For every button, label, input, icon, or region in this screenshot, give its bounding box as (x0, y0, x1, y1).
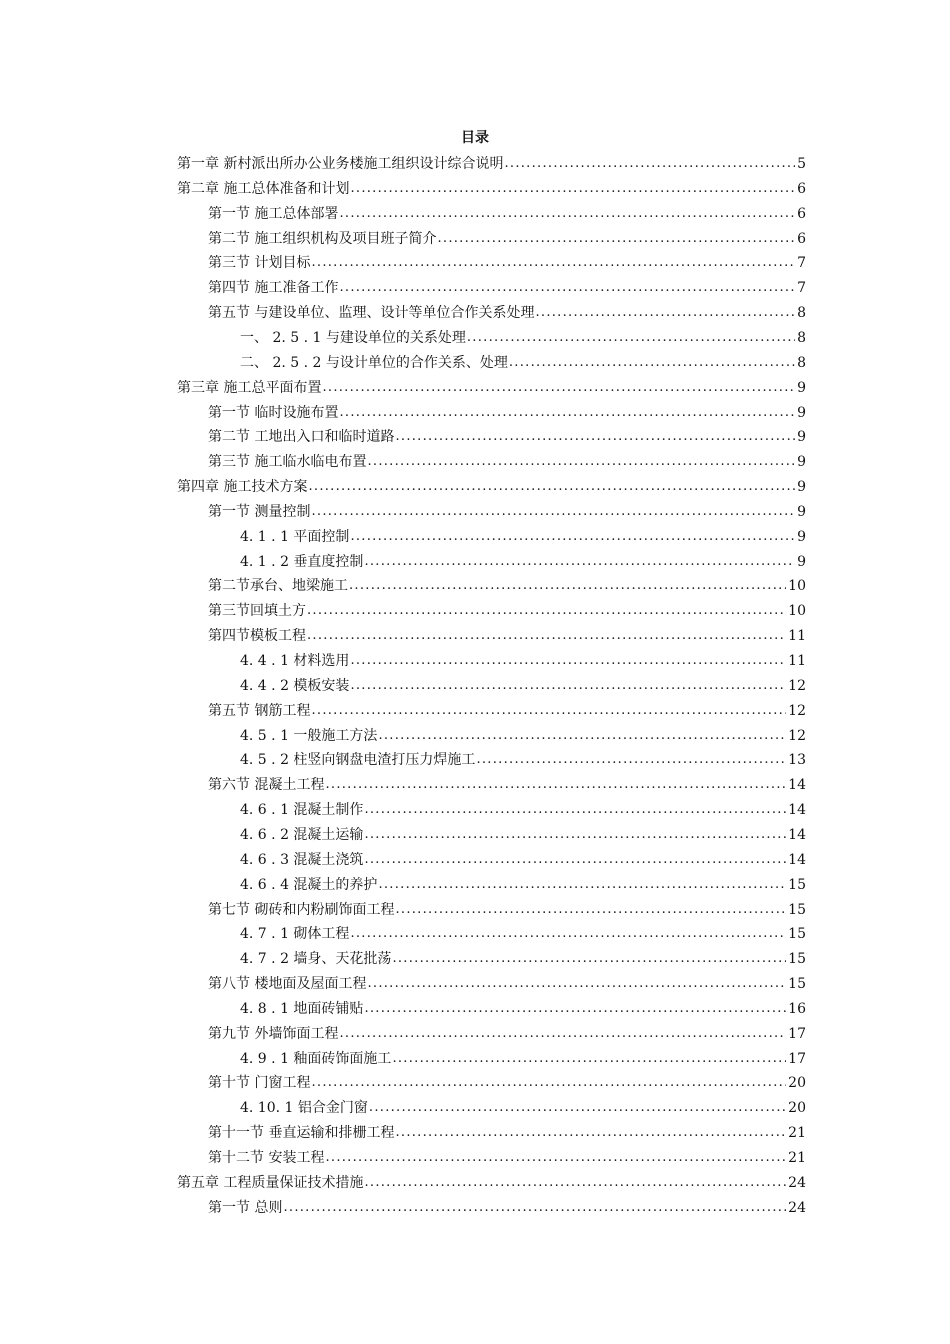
toc-page-number: 11 (788, 628, 806, 645)
toc-entry[interactable] (240, 647, 806, 671)
toc-entry[interactable] (208, 249, 806, 273)
toc-entry-text: 第三节 计划目标 (208, 255, 311, 272)
toc-dot-leader (350, 676, 786, 696)
toc-page-number: 15 (788, 901, 806, 918)
toc-entry[interactable] (208, 299, 806, 323)
toc-page-number: 14 (788, 826, 806, 843)
toc-entry[interactable] (208, 896, 806, 920)
toc-dot-leader (325, 1148, 786, 1168)
toc-dot-leader (283, 1198, 786, 1218)
toc-page-number: 14 (788, 777, 806, 794)
toc-entry-text: 4. 5 . 2 柱竖向钢盘电渣打压力焊施工 (240, 752, 476, 769)
toc-entry-text: 第一章 新村派出所办公业务楼施工组织设计综合说明 (177, 156, 504, 172)
toc-page-number: 8 (797, 354, 806, 371)
toc-entry-text: 第五节 与建设单位、监理、设计等单位合作关系处理 (208, 305, 535, 322)
toc-page-number: 9 (797, 528, 806, 545)
toc-page-number: 9 (797, 454, 806, 471)
toc-entry-text: 4. 7 . 1 砌体工程 (240, 926, 350, 943)
toc-dot-leader (350, 179, 795, 199)
toc-entry[interactable] (240, 746, 806, 770)
toc-entry[interactable] (240, 846, 806, 870)
toc-page-number: 9 (797, 404, 806, 421)
toc-page-number: 15 (788, 876, 806, 893)
toc-entry[interactable] (177, 1169, 806, 1193)
toc-entry-text: 4. 6 . 4 混凝土的养护 (240, 876, 378, 893)
toc-page-number: 14 (788, 802, 806, 819)
toc-entry-text: 第二节 施工组织机构及项目班子简介 (208, 230, 437, 247)
toc-page-number: 7 (797, 255, 806, 272)
toc-entry-text: 4. 4 . 2 模板安装 (240, 677, 350, 694)
toc-dot-leader (311, 253, 795, 273)
toc-entry-text: 第四节模板工程 (208, 628, 306, 645)
toc-dot-leader (437, 229, 795, 249)
toc-entry[interactable] (208, 225, 806, 249)
toc-dot-leader (364, 1173, 786, 1193)
toc-entry[interactable] (208, 597, 806, 621)
toc-entry-text: 第二节 工地出入口和临时道路 (208, 429, 395, 446)
toc-dot-leader (339, 1024, 786, 1044)
toc-page-number: 17 (788, 1025, 806, 1042)
toc-entry-text: 一、 2. 5 . 1 与建设单位的关系处理 (240, 329, 466, 346)
toc-entry-text: 4. 6 . 3 混凝土浇筑 (240, 851, 364, 868)
toc-entry-text: 第五节 钢筋工程 (208, 702, 311, 719)
toc-entry-text: 4. 6 . 2 混凝土运输 (240, 826, 364, 843)
toc-page-number: 13 (788, 752, 806, 769)
toc-page-number: 24 (788, 1199, 806, 1216)
toc-entry-text: 第一节 施工总体部署 (208, 205, 339, 222)
toc-entry[interactable] (208, 1144, 806, 1168)
toc-page-number: 9 (797, 479, 806, 496)
toc-entry-text: 第十节 门窗工程 (208, 1075, 311, 1092)
toc-page-number: 10 (788, 603, 806, 620)
toc-entry-text: 第二章 施工总体准备和计划 (177, 180, 350, 197)
toc-dot-leader (535, 303, 795, 323)
toc-page-number: 20 (788, 1075, 806, 1092)
toc-dot-leader (339, 403, 795, 423)
toc-entry-text: 第一节 总则 (208, 1199, 283, 1216)
toc-dot-leader (350, 924, 786, 944)
toc-entry-text: 第四章 施工技术方案 (177, 479, 308, 496)
toc-page-number: 6 (797, 180, 806, 197)
toc-page-number: 20 (788, 1100, 806, 1117)
toc-entry[interactable] (208, 1069, 806, 1093)
toc-dot-leader (339, 278, 795, 298)
toc-entry-text: 第十一节 垂直运输和排栅工程 (208, 1125, 395, 1142)
toc-entry-text: 第十二节 安装工程 (208, 1150, 325, 1166)
toc-entry[interactable] (240, 920, 806, 944)
toc-dot-leader (307, 626, 786, 646)
toc-entry[interactable] (240, 349, 806, 373)
toc-page-number: 15 (788, 926, 806, 943)
toc-entry[interactable] (208, 1020, 806, 1044)
toc-entry[interactable] (208, 771, 806, 795)
toc-page-number: 15 (788, 951, 806, 968)
toc-entry[interactable] (240, 821, 806, 845)
toc-dot-leader (364, 850, 786, 870)
toc-page-number: 8 (797, 305, 806, 322)
toc-dot-leader (364, 800, 786, 820)
toc-entry[interactable] (240, 796, 806, 820)
toc-dot-leader (395, 900, 786, 920)
toc-page-number: 6 (797, 205, 806, 222)
toc-page-number: 5 (797, 156, 806, 172)
toc-dot-leader (325, 775, 786, 795)
toc-entry-text: 第六节 混凝土工程 (208, 777, 325, 794)
toc-entry-text: 第三节回填土方 (208, 603, 306, 620)
toc-dot-leader (311, 701, 786, 721)
toc-dot-leader (364, 999, 786, 1019)
toc-page-number: 6 (797, 230, 806, 247)
toc-dot-leader (369, 1098, 786, 1118)
toc-dot-leader (349, 576, 786, 596)
toc-page-number: 14 (788, 851, 806, 868)
toc-entry-text: 第三章 施工总平面布置 (177, 379, 322, 396)
toc-entry-text: 4. 9 . 1 釉面砖饰面施工 (240, 1050, 392, 1067)
toc-entry-text: 4. 7 . 2 墙身、天花批荡 (240, 951, 392, 968)
toc-entry-text: 第四节 施工准备工作 (208, 280, 339, 297)
toc-dot-leader (392, 1049, 786, 1069)
toc-entry[interactable] (208, 1194, 806, 1218)
toc-dot-leader (395, 1123, 786, 1143)
toc-entry-text: 第三节 施工临水临电布置 (208, 454, 367, 471)
toc-entry[interactable] (208, 697, 806, 721)
toc-entry-text: 第一节 临时设施布置 (208, 404, 339, 421)
toc-entry[interactable] (240, 1094, 806, 1118)
toc-dot-leader (367, 452, 795, 472)
toc-page-number: 7 (797, 280, 806, 297)
toc-entry-text: 第一节 测量控制 (208, 503, 311, 520)
toc-entry[interactable] (240, 324, 806, 348)
toc-dot-leader (509, 353, 795, 373)
toc-entry[interactable] (208, 572, 806, 596)
toc-dot-leader (476, 750, 786, 770)
toc-entry[interactable] (208, 622, 806, 646)
toc-dot-leader (311, 502, 795, 522)
toc-page-number: 8 (797, 329, 806, 346)
toc-dot-leader (504, 154, 795, 174)
toc-page-number: 9 (797, 553, 806, 570)
toc-entry[interactable] (240, 871, 806, 895)
toc-entry-text: 4. 4 . 1 材料选用 (240, 653, 350, 669)
toc-entry[interactable] (177, 374, 806, 398)
toc-dot-leader (308, 477, 795, 497)
toc-entry-text: 4. 6 . 1 混凝土制作 (240, 802, 364, 819)
toc-dot-leader (392, 949, 786, 969)
toc-page-number: 24 (788, 1174, 806, 1191)
toc-entry[interactable] (240, 995, 806, 1019)
toc-entry[interactable] (177, 473, 806, 497)
toc-page-number: 21 (788, 1125, 806, 1142)
toc-entry[interactable] (240, 722, 806, 746)
toc-page-number: 15 (788, 976, 806, 993)
toc-dot-leader (307, 601, 786, 621)
toc-entry-text: 第七节 砌砖和内粉刷饰面工程 (208, 901, 395, 918)
toc-page-number: 11 (788, 653, 806, 669)
toc-page-number: 12 (788, 727, 806, 744)
toc-entry[interactable] (177, 175, 806, 199)
toc-entry[interactable] (240, 1045, 806, 1069)
toc-entry[interactable] (208, 1119, 806, 1143)
toc-entry-text: 4. 1 . 2 垂直度控制 (240, 553, 364, 570)
toc-page-number: 12 (788, 677, 806, 694)
toc-entry-text: 二、 2. 5 . 2 与设计单位的合作关系、处理 (240, 354, 508, 371)
toc-dot-leader (350, 527, 795, 547)
toc-dot-leader (364, 825, 786, 845)
toc-dot-leader (378, 726, 786, 746)
toc-entry-text: 第二节承台、地梁施工 (208, 578, 348, 595)
toc-dot-leader (367, 974, 786, 994)
toc-dot-leader (311, 1073, 786, 1093)
toc-page-number: 9 (797, 379, 806, 396)
toc-entry[interactable] (240, 548, 806, 572)
toc-entry-text: 4. 10. 1 铝合金门窗 (240, 1100, 368, 1117)
toc-dot-leader (339, 204, 795, 224)
toc-entry-text: 4. 8 . 1 地面砖铺贴 (240, 1000, 364, 1017)
toc-entry[interactable] (240, 523, 806, 547)
toc-entry-text: 4. 1 . 1 平面控制 (240, 528, 350, 545)
toc-dot-leader (467, 328, 795, 348)
toc-entry[interactable] (208, 423, 806, 447)
toc-dot-leader (364, 552, 795, 572)
toc-dot-leader (322, 378, 795, 398)
toc-page-number: 9 (797, 503, 806, 520)
toc-entry[interactable] (208, 399, 806, 423)
toc-dot-leader (350, 651, 786, 671)
toc-title: 目录 (461, 130, 489, 146)
toc-entry[interactable] (208, 498, 806, 522)
toc-entry[interactable] (208, 448, 806, 472)
toc-page-number: 12 (788, 702, 806, 719)
toc-page-number: 16 (788, 1000, 806, 1017)
toc-entry-text: 第五章 工程质量保证技术措施 (177, 1174, 364, 1191)
toc-dot-leader (378, 875, 786, 895)
toc-page-number: 17 (788, 1050, 806, 1067)
toc-dot-leader (395, 427, 795, 447)
toc-entry[interactable] (240, 945, 806, 969)
toc-entry[interactable] (240, 672, 806, 696)
toc-page-number: 9 (797, 429, 806, 446)
toc-entry[interactable] (177, 150, 806, 174)
toc-page-number: 10 (788, 578, 806, 595)
toc-page-number: 21 (788, 1150, 806, 1166)
toc-entry[interactable] (208, 274, 806, 298)
toc-entry-text: 第九节 外墙饰面工程 (208, 1025, 339, 1042)
toc-entry[interactable] (208, 200, 806, 224)
toc-entry[interactable] (208, 970, 806, 994)
toc-entry-text: 4. 5 . 1 一般施工方法 (240, 727, 378, 744)
toc-entry-text: 第八节 楼地面及屋面工程 (208, 976, 367, 993)
